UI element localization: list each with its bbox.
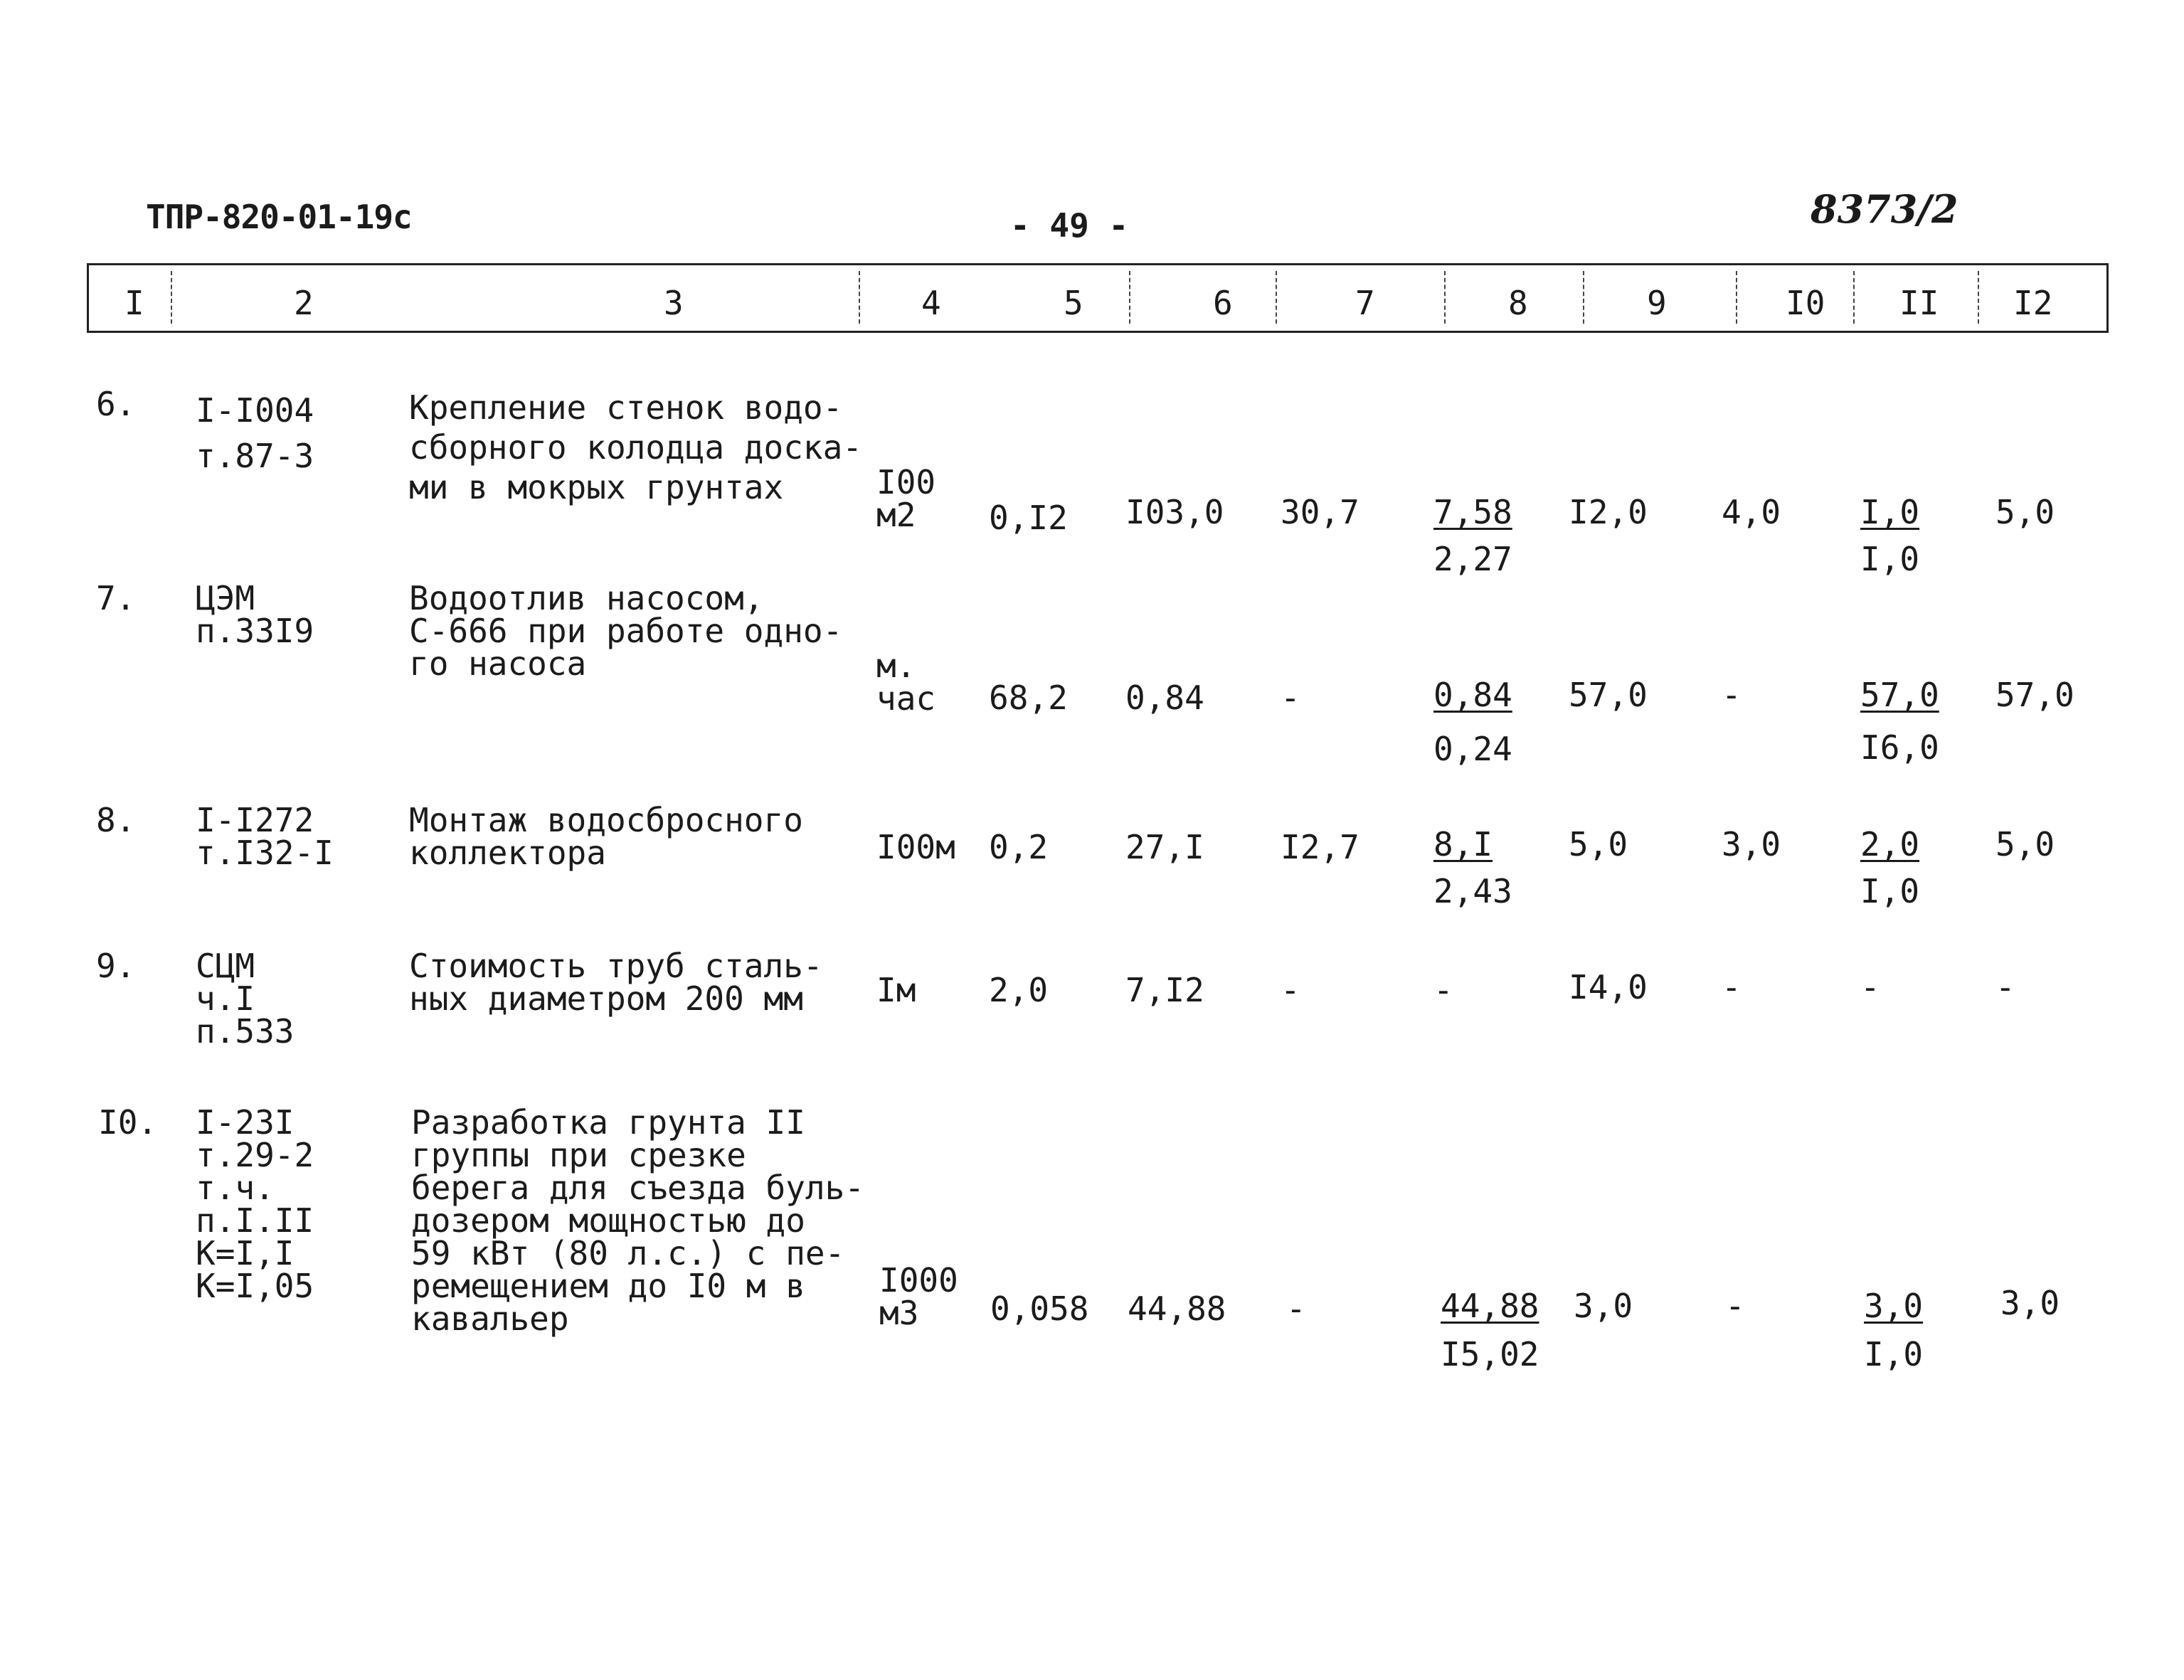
row-col-8-bottom: 0,24 bbox=[1433, 730, 1512, 768]
row-col-10: - bbox=[1725, 1287, 1745, 1325]
row-col-6: I03,0 bbox=[1125, 493, 1224, 531]
row-number: 6. bbox=[96, 385, 136, 423]
row-col-11-top: 3,0 bbox=[1864, 1287, 1924, 1325]
column-number-header bbox=[87, 263, 2109, 333]
row-col-7: - bbox=[1281, 679, 1300, 717]
row-col-11-top: I,0 bbox=[1860, 493, 1920, 531]
row-number: 7. bbox=[96, 579, 136, 617]
document-reference: 8373/2 bbox=[1811, 186, 1958, 232]
row-col-7: - bbox=[1281, 971, 1300, 1009]
row-number: 9. bbox=[96, 947, 136, 985]
row-col-11-bottom: I6,0 bbox=[1860, 728, 1939, 767]
row-quantity: 0,058 bbox=[990, 1290, 1089, 1328]
row-col-11-top: 57,0 bbox=[1860, 676, 1939, 714]
column-divider bbox=[1444, 271, 1446, 324]
row-col-8-bottom: 2,43 bbox=[1433, 872, 1512, 910]
row-code: I-23I т.29-2 т.ч. п.I.II К=I,I К=I,05 bbox=[196, 1103, 314, 1305]
row-col-10: - bbox=[1722, 968, 1742, 1006]
row-quantity: 2,0 bbox=[989, 971, 1049, 1009]
row-col-8-top: 8,I bbox=[1433, 825, 1493, 863]
row-col-10: 3,0 bbox=[1722, 825, 1781, 863]
row-unit: I000 м3 bbox=[879, 1261, 958, 1332]
row-number: 8. bbox=[96, 801, 136, 839]
row-col-6: 7,I2 bbox=[1125, 971, 1204, 1009]
row-col-7: - bbox=[1286, 1290, 1306, 1328]
column-divider bbox=[1583, 271, 1584, 324]
row-col-11-top: 2,0 bbox=[1860, 825, 1920, 863]
row-description: Крепление стенок водо- сборного колодца доска- ми в мокрых грунтах bbox=[409, 388, 862, 506]
column-divider bbox=[1978, 271, 1979, 324]
row-col-10: - bbox=[1722, 676, 1742, 714]
row-number: I0. bbox=[98, 1103, 158, 1142]
row-col-12: 3,0 bbox=[2000, 1284, 2060, 1322]
row-description: Стоимость труб сталь- ных диаметром 200 мм bbox=[409, 947, 823, 1018]
row-col-9: I4,0 bbox=[1569, 968, 1648, 1006]
row-col-12: 5,0 bbox=[1995, 825, 2055, 863]
row-col-11-bottom: I,0 bbox=[1864, 1335, 1924, 1373]
row-code: СЦМ ч.I п.533 bbox=[196, 947, 295, 1051]
column-number-6: 6 bbox=[1213, 284, 1233, 322]
row-description: Водоотлив насосом, С-666 при работе одно- го насоса bbox=[409, 579, 843, 683]
row-col-11-bottom: I,0 bbox=[1860, 540, 1920, 578]
row-col-10: 4,0 bbox=[1722, 493, 1781, 531]
row-unit: I00 м2 bbox=[876, 463, 936, 534]
row-col-8-bottom: 2,27 bbox=[1433, 540, 1512, 578]
column-divider bbox=[1736, 271, 1737, 324]
column-number-10: I0 bbox=[1786, 284, 1825, 322]
row-col-7: I2,7 bbox=[1281, 828, 1359, 866]
document-code: ТПР-820-01-19с bbox=[146, 198, 412, 236]
row-col-9: I2,0 bbox=[1569, 493, 1648, 531]
row-description: Монтаж водосбросного коллектора bbox=[409, 801, 803, 872]
row-col-9: 3,0 bbox=[1574, 1287, 1633, 1325]
column-number-4: 4 bbox=[921, 284, 941, 322]
row-col-6: 27,I bbox=[1125, 828, 1204, 866]
row-col-6: 44,88 bbox=[1128, 1290, 1226, 1328]
page-number: - 49 - bbox=[1010, 206, 1129, 245]
row-col-8-top: - bbox=[1433, 971, 1453, 1009]
row-col-6: 0,84 bbox=[1125, 679, 1204, 717]
row-col-12: 5,0 bbox=[1995, 493, 2055, 531]
row-col-8-top: 7,58 bbox=[1433, 493, 1512, 531]
column-divider bbox=[1853, 271, 1855, 324]
column-number-2: 2 bbox=[294, 284, 314, 322]
row-col-11-top: - bbox=[1860, 968, 1880, 1006]
row-col-12: - bbox=[1995, 968, 2015, 1006]
row-code: I-I272 т.I32-I bbox=[196, 801, 334, 872]
column-number-8: 8 bbox=[1508, 284, 1528, 322]
row-col-9: 5,0 bbox=[1569, 825, 1628, 863]
row-description: Разработка грунта II группы при срезке берега для съезда буль- дозером мощностью до 59 кВт (80 л.с.) с пе- ремещением до I0 м в кавальер bbox=[411, 1103, 864, 1338]
row-col-9: 57,0 bbox=[1569, 676, 1648, 714]
column-number-7: 7 bbox=[1355, 284, 1375, 322]
column-number-3: 3 bbox=[664, 284, 684, 322]
column-number-5: 5 bbox=[1064, 284, 1083, 322]
column-number-1: I bbox=[124, 284, 144, 322]
column-divider bbox=[1129, 271, 1130, 324]
row-col-8-top: 44,88 bbox=[1441, 1287, 1539, 1325]
row-unit: Iм bbox=[876, 971, 916, 1009]
row-unit: м. час bbox=[876, 647, 936, 718]
column-number-12: I2 bbox=[2013, 284, 2053, 322]
row-quantity: 68,2 bbox=[989, 679, 1068, 717]
row-code: ЦЭМ п.33I9 bbox=[196, 579, 314, 650]
column-divider bbox=[171, 271, 172, 324]
row-code: I-I004 т.87-3 bbox=[196, 391, 314, 475]
column-number-11: II bbox=[1899, 284, 1939, 322]
row-col-7: 30,7 bbox=[1281, 493, 1359, 531]
row-col-8-bottom: I5,02 bbox=[1441, 1335, 1539, 1373]
row-quantity: 0,I2 bbox=[989, 499, 1068, 537]
column-divider bbox=[859, 271, 860, 324]
column-number-9: 9 bbox=[1647, 284, 1667, 322]
row-quantity: 0,2 bbox=[989, 828, 1049, 866]
row-unit: I00м bbox=[876, 828, 955, 866]
row-col-12: 57,0 bbox=[1995, 676, 2074, 714]
row-col-11-bottom: I,0 bbox=[1860, 872, 1920, 910]
column-divider bbox=[1276, 271, 1277, 324]
row-col-8-top: 0,84 bbox=[1433, 676, 1512, 714]
